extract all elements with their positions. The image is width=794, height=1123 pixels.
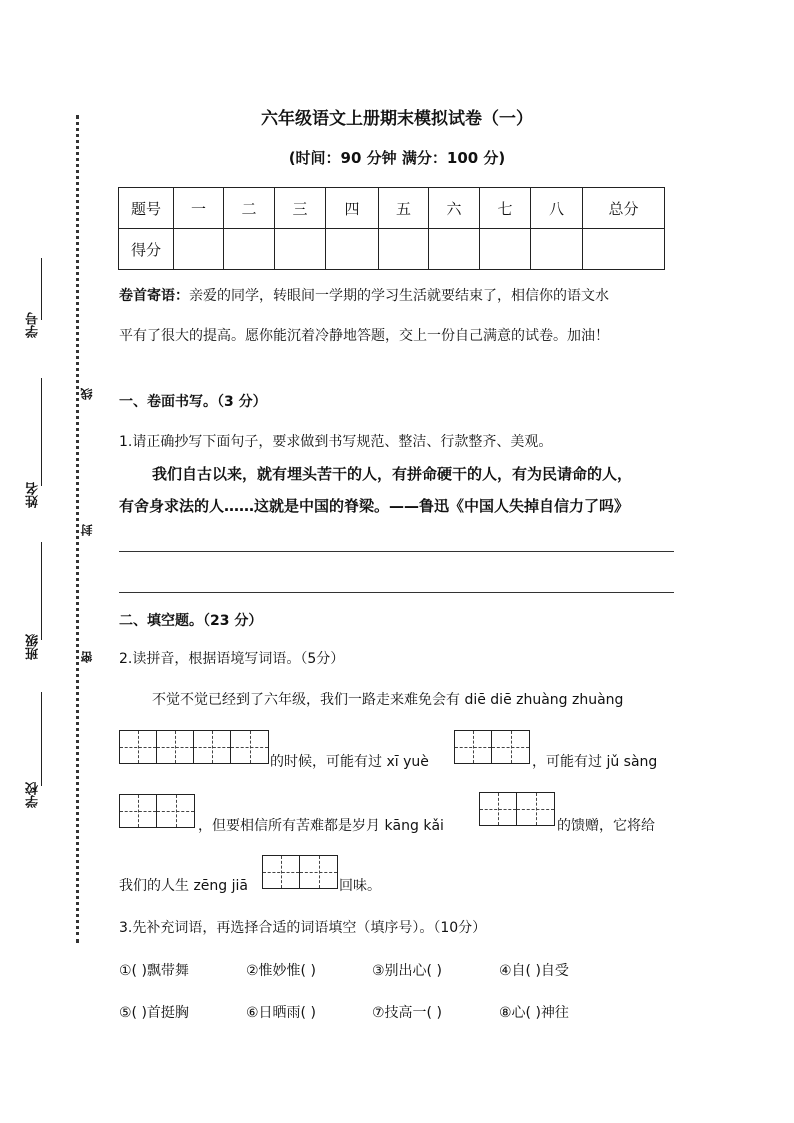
score-table (118, 187, 665, 270)
score-cell[interactable] (326, 229, 379, 270)
q2-text-line-4b: 回味。 (339, 878, 381, 894)
score-table-header-cell: 七 (480, 188, 531, 229)
idiom-item[interactable]: ③别出心( ) (372, 963, 442, 979)
score-table-header-cell: 六 (429, 188, 480, 229)
score-table-header-cell: 八 (531, 188, 583, 229)
score-table-header-cell: 一 (174, 188, 224, 229)
grid-cell[interactable] (300, 856, 337, 888)
score-table-header-cell: 题号 (119, 188, 174, 229)
student-id-label: 学号 (26, 312, 41, 338)
score-cell[interactable] (531, 229, 583, 270)
passage-line-2: 有舍身求法的人……这就是中国的脊梁。——鲁迅《中国人失掉自信力了吗》 (119, 497, 630, 515)
score-table-row-label: 得分 (119, 229, 174, 270)
copy-writing-line[interactable] (119, 551, 674, 552)
score-cell[interactable] (480, 229, 531, 270)
idiom-item[interactable]: ②惟妙惟( ) (246, 963, 316, 979)
score-cell[interactable] (429, 229, 480, 270)
grid-cell[interactable] (480, 793, 517, 825)
seal-char-seal: 封 (80, 524, 94, 536)
grid-cell[interactable] (120, 731, 157, 763)
idiom-item[interactable]: ⑧心( )神往 (499, 1005, 569, 1021)
idiom-item[interactable]: ①( )飘带舞 (119, 963, 189, 979)
q2-text-line-3b: 的馈赠，它将给 (557, 818, 655, 834)
score-table-header-cell: 三 (275, 188, 326, 229)
answer-grid-2-char[interactable] (454, 730, 530, 764)
passage-line-1: 我们自古以来，就有埋头苦干的人，有拼命硬干的人，有为民请命的人， (152, 465, 633, 483)
idiom-item[interactable]: ⑤( )首挺胸 (119, 1005, 189, 1021)
name-blank[interactable] (41, 378, 42, 486)
score-cell[interactable] (583, 229, 665, 270)
q2-text-line-3a: ，但要相信所有苦难都是岁月 kāng kǎi (198, 818, 444, 834)
class-label: 班级 (26, 634, 41, 660)
score-cell[interactable] (224, 229, 275, 270)
school-label: 学校 (26, 782, 41, 808)
grid-cell[interactable] (157, 731, 194, 763)
q2-text-line-2a: 的时候，可能有过 xī yuè (270, 754, 429, 770)
grid-cell[interactable] (157, 795, 194, 827)
q2-text-line-1: 不觉不觉已经到了六年级，我们一路走来难免会有 diē diē zhuàng zhuàng (152, 692, 624, 708)
grid-cell[interactable] (492, 731, 529, 763)
score-table-header-row (119, 188, 665, 229)
exam-subtitle: (时间：90 分钟 满分：100 分) (288, 149, 506, 167)
seal-char-line: 线 (80, 388, 94, 400)
idiom-item[interactable]: ⑦技高一( ) (372, 1005, 442, 1021)
grid-cell[interactable] (231, 731, 268, 763)
idiom-item[interactable]: ⑥日晒雨( ) (246, 1005, 316, 1021)
name-label: 姓名 (26, 482, 41, 508)
section-1-heading: 一、卷面书写。（3 分） (119, 394, 267, 410)
intro-line-2: 平有了很大的提高。愿你能沉着冷静地答题，交上一份自己满意的试卷。加油！ (119, 328, 609, 344)
question-3: 3.先补充词语，再选择合适的词语填空（填序号）。（10分） (119, 920, 487, 936)
q2-text-line-4a: 我们的人生 zēng jiā (119, 878, 248, 894)
question-2: 2.读拼音，根据语境写词语。（5分） (119, 651, 345, 667)
score-table-score-row (119, 229, 665, 270)
grid-cell[interactable] (263, 856, 300, 888)
score-table-header-cell: 二 (224, 188, 275, 229)
class-blank[interactable] (41, 542, 42, 640)
student-id-blank[interactable] (41, 258, 42, 320)
grid-cell[interactable] (455, 731, 492, 763)
score-cell[interactable] (379, 229, 429, 270)
seal-char-secret: 密 (80, 651, 94, 663)
grid-cell[interactable] (517, 793, 554, 825)
score-table-header-cell: 四 (326, 188, 379, 229)
intro-label: 卷首寄语： (119, 288, 189, 304)
score-table-header-cell: 五 (379, 188, 429, 229)
answer-grid-2-char[interactable] (119, 794, 195, 828)
q2-text-line-2b: ，可能有过 jǔ sàng (532, 754, 658, 770)
score-cell[interactable] (174, 229, 224, 270)
score-table-header-cell: 总分 (583, 188, 665, 229)
school-blank[interactable] (41, 692, 42, 786)
answer-grid-4-char[interactable] (119, 730, 269, 764)
copy-writing-line[interactable] (119, 592, 674, 593)
exam-title: 六年级语文上册期末模拟试卷（一） (261, 109, 533, 129)
grid-cell[interactable] (194, 731, 231, 763)
grid-cell[interactable] (120, 795, 157, 827)
answer-grid-2-char[interactable] (262, 855, 338, 889)
intro-line-1: 亲爱的同学，转眼间一学期的学习生活就要结束了，相信你的语文水 (189, 288, 609, 304)
idiom-item[interactable]: ④自( )自受 (499, 963, 569, 979)
answer-grid-2-char[interactable] (479, 792, 555, 826)
question-1: 1.请正确抄写下面句子，要求做到书写规范、整洁、行款整齐、美观。 (119, 434, 553, 450)
section-2-heading: 二、填空题。（23 分） (119, 613, 263, 629)
score-cell[interactable] (275, 229, 326, 270)
intro-paragraph (119, 286, 609, 306)
